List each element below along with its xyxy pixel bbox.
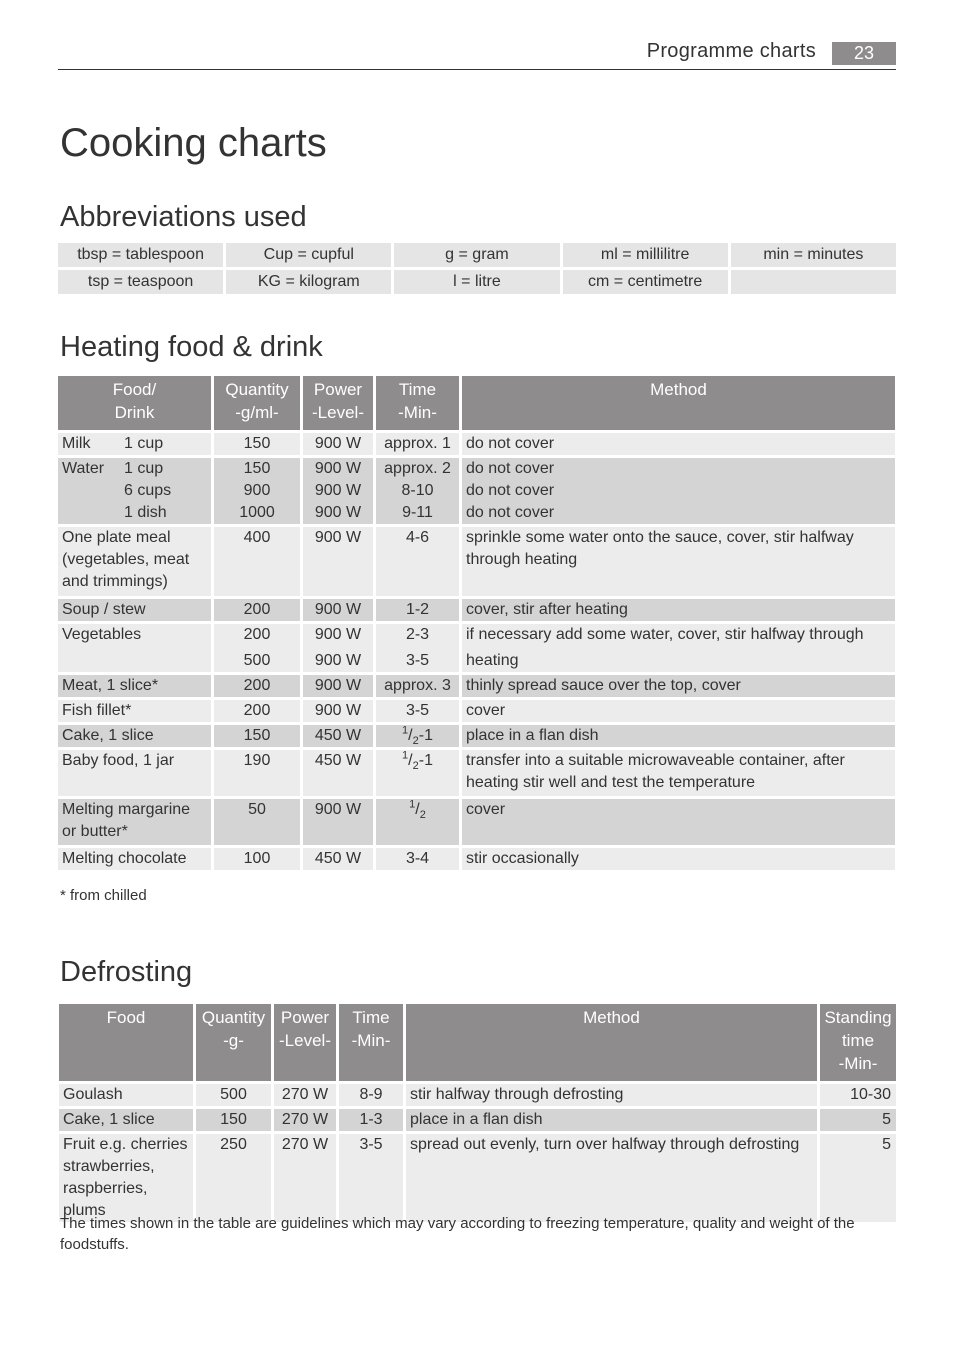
- quantity-cell: 150: [214, 433, 300, 455]
- page-title: Cooking charts: [60, 121, 327, 165]
- col-header-method: Method: [406, 1004, 817, 1081]
- defrosting-heading: Defrosting: [60, 956, 193, 988]
- abbreviations-row: [58, 243, 896, 267]
- standing-cell: 10-30: [820, 1084, 896, 1106]
- time-cell: 3-4: [376, 848, 459, 870]
- table-row: Water 1 cup 6 cups 1 dish 150 900 1000 900 W 900 W 900 W approx. 2 8-10 9-11 do not cover do not cover do not cover: [58, 458, 895, 524]
- abbreviations-heading: Abbreviations used: [60, 201, 307, 233]
- food-cell: Milk: [62, 435, 91, 452]
- food-cell: Cake, 1 slice: [59, 1109, 193, 1131]
- col-header-standing-time: Standing time -Min-: [820, 1004, 896, 1081]
- power-cell: 900 W: [303, 675, 373, 697]
- method-cell: sprinkle some water onto the sauce, cover, stir halfway through heating: [462, 527, 895, 596]
- table-row: [58, 599, 895, 621]
- abbr-cell: cm = centimetre: [563, 270, 728, 294]
- food-cell: Vegetables: [58, 624, 211, 672]
- food-cell: Goulash: [59, 1084, 193, 1106]
- food-cell: One plate meal (vegetables, meat and trimmings): [58, 527, 211, 596]
- method-cell: place in a flan dish: [462, 725, 895, 747]
- quantity-cell: 200: [214, 700, 300, 722]
- quantity-cell: 200 500: [214, 624, 300, 672]
- table-row: [58, 527, 895, 596]
- food-cell: Baby food, 1 jar: [58, 750, 211, 796]
- heating-footnote: * from chilled: [60, 887, 147, 904]
- col-header-food: Food/ Drink: [58, 376, 211, 430]
- time-cell: $^1/_2-1$: [376, 725, 459, 747]
- section-title: Programme charts: [646, 40, 816, 62]
- method-cell: place in a flan dish: [406, 1109, 817, 1131]
- page-number: 23: [832, 42, 896, 65]
- food-cell: Cake, 1 slice: [58, 725, 211, 747]
- method-cell: spread out evenly, turn over halfway through defrosting: [406, 1134, 817, 1222]
- quantity-cell: 190: [214, 750, 300, 796]
- col-header-quantity: Quantity -g/ml-: [214, 376, 300, 430]
- food-cell: Fish fillet*: [58, 700, 211, 722]
- abbr-cell: KG = kilogram: [226, 270, 391, 294]
- method-cell: stir halfway through defrosting: [406, 1084, 817, 1106]
- col-header-quantity: Quantity -g-: [196, 1004, 271, 1081]
- table-row: [58, 848, 895, 870]
- food-cell: Melting chocolate: [58, 848, 211, 870]
- table-row: [58, 725, 895, 747]
- power-cell: 900 W: [303, 433, 373, 455]
- power-cell: 450 W: [303, 848, 373, 870]
- quantity-cell: 150: [214, 725, 300, 747]
- time-cell: approx. 1: [376, 433, 459, 455]
- method-cell: do not cover do not cover do not cover: [462, 458, 895, 524]
- table-row: [59, 1084, 896, 1106]
- time-cell: 3-5: [339, 1134, 403, 1222]
- quantity-cell: 50: [214, 799, 300, 845]
- power-cell: 270 W: [274, 1134, 336, 1222]
- method-cell: stir occasionally: [462, 848, 895, 870]
- power-cell: 900 W 900 W 900 W: [303, 458, 373, 524]
- power-cell: 450 W: [303, 725, 373, 747]
- abbr-cell: Cup = cupful: [226, 243, 391, 267]
- quantity-cell: 500: [196, 1084, 271, 1106]
- table-row: [59, 1134, 896, 1222]
- abbr-cell: tbsp = tablespoon: [58, 243, 223, 267]
- time-cell: $^1/_2-1$: [376, 750, 459, 796]
- power-cell: 270 W: [274, 1109, 336, 1131]
- method-cell: if necessary add some water, cover, stir halfway through heating: [462, 624, 895, 672]
- standing-cell: 5: [820, 1109, 896, 1131]
- power-cell: 900 W 900 W: [303, 624, 373, 672]
- defrosting-header-row: [59, 1004, 896, 1081]
- col-header-time: Time -Min-: [376, 376, 459, 430]
- heating-header-row: [58, 376, 895, 430]
- quantity-cell: 200: [214, 599, 300, 621]
- time-cell: 3-5: [376, 700, 459, 722]
- power-cell: 270 W: [274, 1084, 336, 1106]
- time-cell: approx. 3: [376, 675, 459, 697]
- method-cell: transfer into a suitable microwaveable container, after heating stir well and test the temperature: [462, 750, 895, 796]
- method-cell: cover: [462, 799, 895, 845]
- time-cell: 8-9: [339, 1084, 403, 1106]
- method-cell: thinly spread sauce over the top, cover: [462, 675, 895, 697]
- time-cell: 4-6: [376, 527, 459, 596]
- heating-table: [55, 373, 898, 873]
- power-cell: 900 W: [303, 527, 373, 596]
- power-cell: 900 W: [303, 799, 373, 845]
- col-header-power: Power -Level-: [303, 376, 373, 430]
- col-header-method: Method: [462, 376, 895, 430]
- quantity-cell: 250: [196, 1134, 271, 1222]
- quantity-cell: 150: [196, 1109, 271, 1131]
- food-cell: Soup / stew: [58, 599, 211, 621]
- abbr-cell: l = litre: [394, 270, 559, 294]
- abbr-cell: g = gram: [394, 243, 559, 267]
- table-row: Milk 1 cup 150 900 W approx. 1 do not cover: [58, 433, 895, 455]
- quantity-cell: 400: [214, 527, 300, 596]
- col-header-power: Power -Level-: [274, 1004, 336, 1081]
- table-row: [58, 624, 895, 672]
- time-cell: 2-3 3-5: [376, 624, 459, 672]
- table-row: [58, 799, 895, 845]
- abbr-cell: tsp = teaspoon: [58, 270, 223, 294]
- quantity-cell: 200: [214, 675, 300, 697]
- food-cell: Water: [62, 460, 105, 477]
- time-cell: 1-3: [339, 1109, 403, 1131]
- power-cell: 450 W: [303, 750, 373, 796]
- table-row: [58, 700, 895, 722]
- food-cell: Melting margarine or butter*: [58, 799, 211, 845]
- method-cell: cover: [462, 700, 895, 722]
- table-row: [58, 750, 895, 796]
- food-cell: Fruit e.g. cherries strawberries, raspberries, plums: [59, 1134, 193, 1222]
- abbr-cell: [731, 270, 896, 294]
- abbreviations-row: [58, 270, 896, 294]
- quantity-cell: 150 900 1000: [214, 458, 300, 524]
- abbr-cell: min = minutes: [731, 243, 896, 267]
- table-row: [59, 1109, 896, 1131]
- defrosting-table: [56, 1001, 899, 1225]
- food-cell: Meat, 1 slice*: [58, 675, 211, 697]
- defrosting-note: The times shown in the table are guidelines which may vary according to freezing temperature, quality and weight of the foodstuffs.: [60, 1215, 855, 1253]
- page-header: [58, 38, 896, 70]
- time-cell: $^1/_2$: [376, 799, 459, 845]
- table-row: [58, 675, 895, 697]
- col-header-food: Food: [59, 1004, 193, 1081]
- power-cell: 900 W: [303, 700, 373, 722]
- standing-cell: 5: [820, 1134, 896, 1222]
- method-cell: cover, stir after heating: [462, 599, 895, 621]
- col-header-time: Time -Min-: [339, 1004, 403, 1081]
- method-cell: do not cover: [462, 433, 895, 455]
- abbr-cell: ml = millilitre: [563, 243, 728, 267]
- time-cell: approx. 2 8-10 9-11: [376, 458, 459, 524]
- heating-heading: Heating food & drink: [60, 331, 323, 363]
- time-cell: 1-2: [376, 599, 459, 621]
- abbreviations-table: [55, 240, 899, 297]
- power-cell: 900 W: [303, 599, 373, 621]
- quantity-cell: 100: [214, 848, 300, 870]
